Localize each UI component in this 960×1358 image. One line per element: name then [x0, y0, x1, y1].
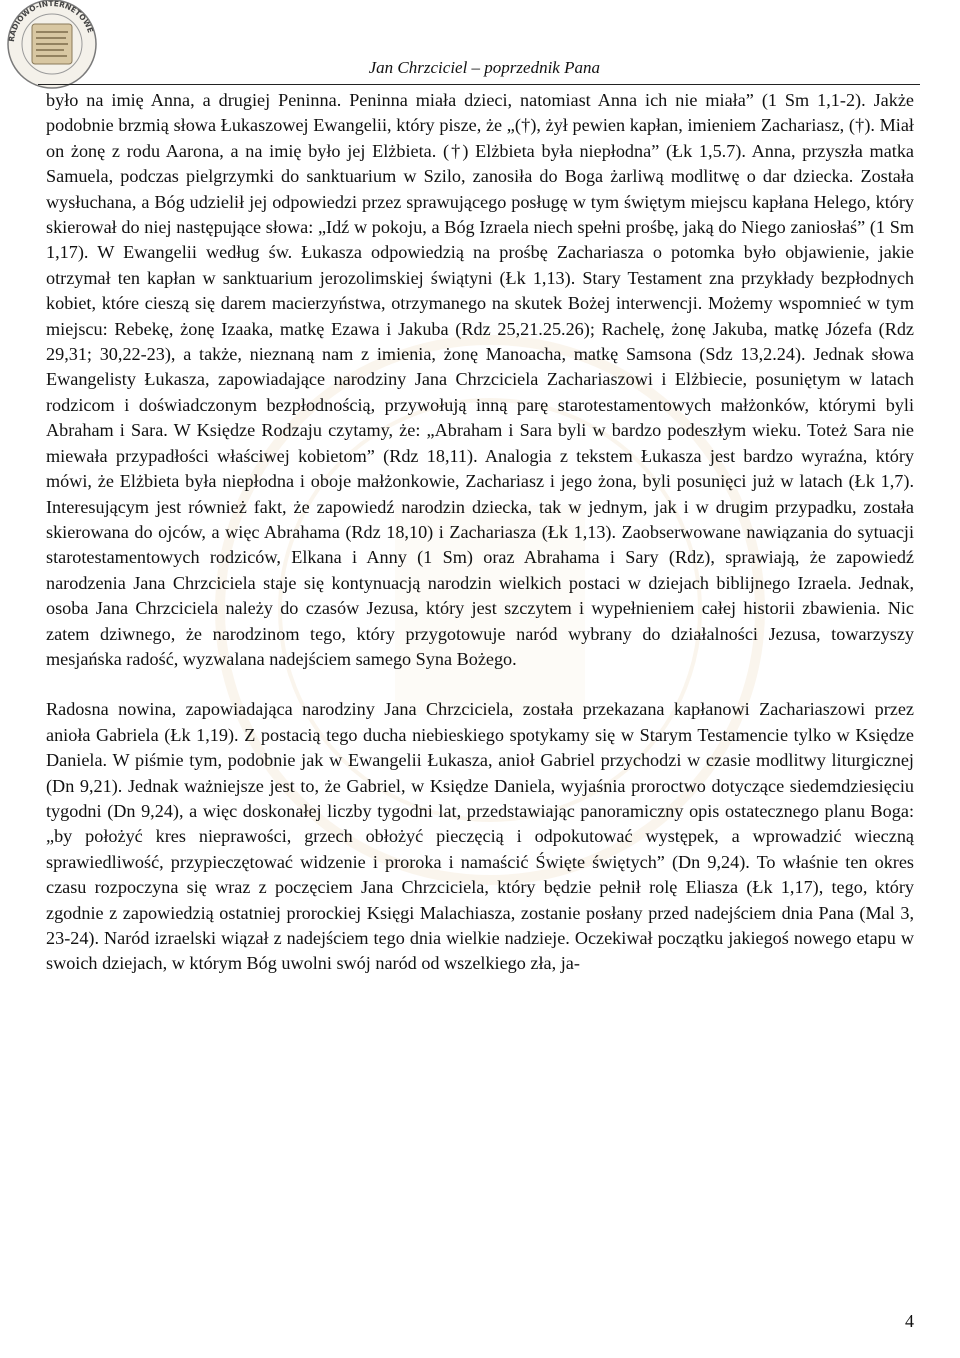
paragraph-2: Radosna nowina, zapowiadająca narodziny Jana Chrzciciela, została przekazana kapłanowi Zachariaszowi przez anioła Gabriela (Łk 1,19). Z postacią tego ducha niebieskiego spotykamy się w Starym Testamencie tylko w Księdze Daniela. W piśmie tym, podobnie jak w Ewangelii Łukasza, anioł Gabriel przychodzi w czasie modlitwy liturgicznej (Dn 9,21). Jednak ważniejsze jest to, że Gabriel, w Księdze Daniela, wyjaśnia proroctwo dotyczące siedemdziesięciu tygodni (Dn 9,24), a więc doskonałej liczby tygodni lat, przedstawiając panoramiczny opis ostatecznego planu Boga: „by położyć kres nieprawości, grzech obłożyć pieczęcią i odpokutować występek, a wprowadzić wieczną sprawiedliwość, przypieczętować widzenie i proroka i namaścić Święte świętych” (Dn 9,24). To właśnie ten okres czasu rozpoczyna się wraz z poczęciem Jana Chrzciciela, który będzie pełnił rolę Eliasza (Łk 1,17), tego, który zgodnie z zapowiedzią ostatniej prorockiej Księgi Malachiasza, zostanie posłany przed nadejściem dnia Pana (Mal 3, 23-24). Naród izraelski wiązał z nadejściem tego dnia wielkie nadzieje. Oczekiwał początku jakiegoś nowego etapu w swoich dziejach, w którym Bóg uwolni swój naród od wszelkiego zła, ja-	[46, 699, 914, 974]
svg-text:RADIOWO-INTERNETOWE: RADIOWO-INTERNETOWE	[6, 0, 96, 43]
logo	[0, 0, 100, 96]
body-text	[46, 88, 914, 977]
header-divider	[38, 84, 920, 85]
page-number: 4	[905, 1311, 914, 1331]
paragraph-1: było na imię Anna, a drugiej Peninna. Peninna miała dzieci, natomiast Anna ich nie miała” (1 Sm 1,1-2). Jakże podobnie brzmią słowa Łukaszowej Ewangelii, który pisze, że „(†), żył pewien kapłan, imieniem Zachariasz, (†). Miał on żonę z rodu Aarona, a na imię było jej Elżbieta. (†) Elżbieta była niepłodna” (Łk 1,5.7). Anna, przyszła matka Samuela, podczas pielgrzymki do sanktuarium w Szilo, zanosiła do Boga żarliwą modlitwę o dar dziecka. Została wysłuchana, a Bóg udzielił jej odpowiedzi przez sprawującego posługę w tym świętym miejscu kapłana Helego, który skierował do niej następujące słowa: „Idź w pokoju, a Bóg Izraela niech spełni prośbę, jaką do Niego zaniosłaś” (1 Sm 1,17). W Ewangelii według św. Łukasza odpowiedzią na prośbę Zachariasza o potomka było objawienie, jakie otrzymał ten kapłan w sanktuarium jerozolimskiej świątyni (Łk 1,13). Stary Testament zna przykłady bezpłodnych kobiet, które cieszą się darem macierzyństwa, otrzymanego na skutek Bożej interwencji. Możemy wspomnieć w tym miejscu: Rebekę, żonę Izaaka, matkę Ezawa i Jakuba (Rdz 25,21.25.26); Rachelę, żonę Jakuba, matkę Józefa (Rdz 29,31; 30,22-23), a także, nieznaną nam z imienia, żonę Manoacha, matkę Samsona (Sdz 13,2.24). Jednak słowa Ewangelisty Łukasza, zapowiadające narodziny Jana Chrzciciela Zachariaszowi i Elżbiecie, posuniętym w latach rodzicom i doświadczonym bezpłodnością, przywołują inną parę starotestamentowych małżonków, którymi byli Abraham i Sara. W Księdze Rodzaju czytamy, że: „Abraham i Sara byli w bardzo podeszłym wieku. Toteż Sara nie miewała przypadłości właściwej kobietom” (Rdz 18,11). Analogia z tekstem Łukasza jest bardzo wyraźna, który mówi, że Elżbieta była niepłodna i oboje małżonkowie, Zachariasz i jego żona, byli posunięci już w latach (Łk 1,7). Interesującym jest również fakt, że zapowiedź narodzin dziecka, tak w jednym, jak i w drugim przypadku, została skierowana do ojców, a więc Abrahama (Rdz 18,10) i Zachariasza (Łk 1,13). Zaobserwowane nawiązania do sytuacji starotestamentowych rodziców, Elkana i Anny (1 Sm) oraz Abrahama i Sary (Rdz), sprawiają, że zapowiedź narodzenia Jana Chrzciciela staje się kontynuacją narodzin wielkich postaci w dziejach biblijnego Izraela. Jednak, osoba Jana Chrzciciela należy do czasów Jezusa, który jest szczytem i wypełnieniem całej historii zbawienia. Nic zatem dziwnego, że narodzinom tego, który przygotowuje naród wybrany do działalności Jezusa, towarzyszy mesjańska radość, wyzwalana nadejściem samego Syna Bożego.	[46, 90, 914, 669]
running-header-title: Jan Chrzciciel – poprzednik Pana	[368, 58, 600, 77]
